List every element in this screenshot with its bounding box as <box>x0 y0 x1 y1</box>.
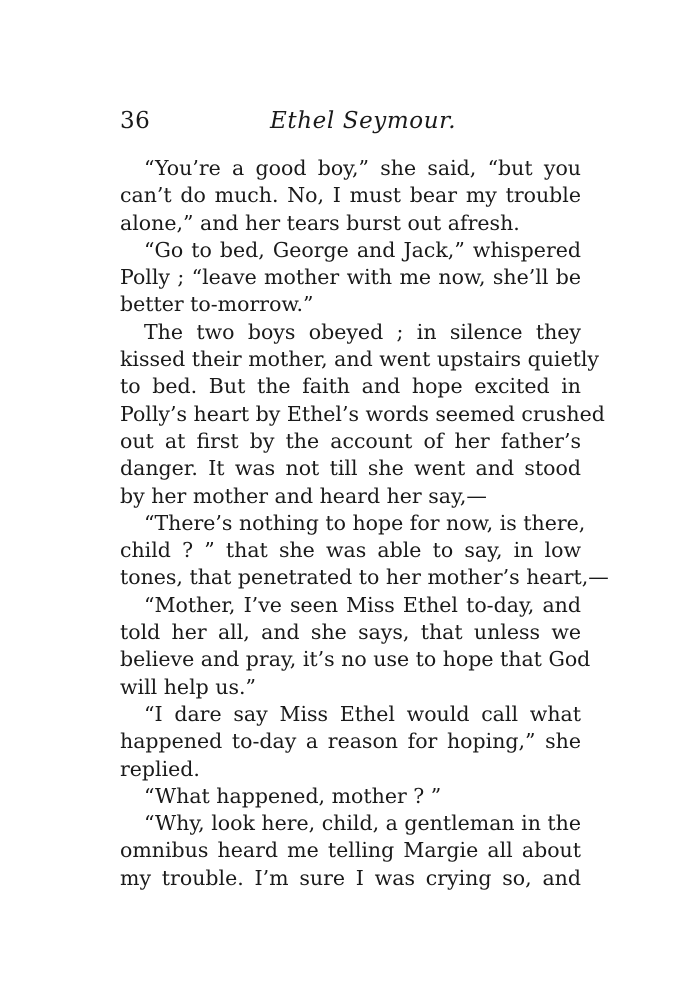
running-title: Ethel Seymour. <box>270 108 457 134</box>
text-line: “Go to bed, George and Jack,” whispered <box>144 237 581 262</box>
text-line: Polly ; “leave mother with me now, she’ll be <box>120 265 581 290</box>
text-line: tones, that penetrated to her mother’s heart,— <box>120 565 609 590</box>
text-line: omnibus heard me telling Margie all about <box>120 838 581 863</box>
page-header <box>120 108 582 142</box>
text-line: told her all, and she says, that unless we <box>120 620 581 645</box>
text-line: happened to-day a reason for hoping,” she <box>120 729 581 754</box>
body-text <box>120 155 609 892</box>
text-line: can’t do much. No, I must bear my trouble <box>120 183 581 208</box>
text-line: “Why, look here, child, a gentleman in the <box>144 811 581 836</box>
text-line: replied. <box>120 756 200 781</box>
text-line: believe and pray, it’s no use to hope that God <box>120 647 591 672</box>
text-line: Polly’s heart by Ethel’s words seemed crushed <box>120 401 605 426</box>
text-line: to bed. But the faith and hope excited in <box>120 374 581 399</box>
text-line: by her mother and heard her say,— <box>120 483 487 508</box>
text-line: will help us.” <box>120 674 256 699</box>
text-line: “I dare say Miss Ethel would call what <box>144 701 581 726</box>
text-line: better to-morrow.” <box>120 292 314 317</box>
text-line: “Mother, I’ve seen Miss Ethel to-day, and <box>144 592 581 617</box>
text-line: child ? ” that she was able to say, in low <box>120 538 581 563</box>
text-line: kissed their mother, and went upstairs quietly <box>120 347 599 372</box>
text-line: “There’s nothing to hope for now, is there, <box>144 510 586 535</box>
text-line: “You’re a good boy,” she said, “but you <box>144 156 581 180</box>
text-line: my trouble. I’m sure I was crying so, and <box>120 865 581 890</box>
text-line: “What happened, mother ? ” <box>144 783 442 808</box>
text-line: The two boys obeyed ; in silence they <box>144 319 581 344</box>
page-number: 36 <box>120 108 151 134</box>
text-line: out at first by the account of her father’s <box>120 428 581 453</box>
text-line: danger. It was not till she went and stood <box>120 456 581 481</box>
text-line: alone,” and her tears burst out afresh. <box>120 210 520 235</box>
